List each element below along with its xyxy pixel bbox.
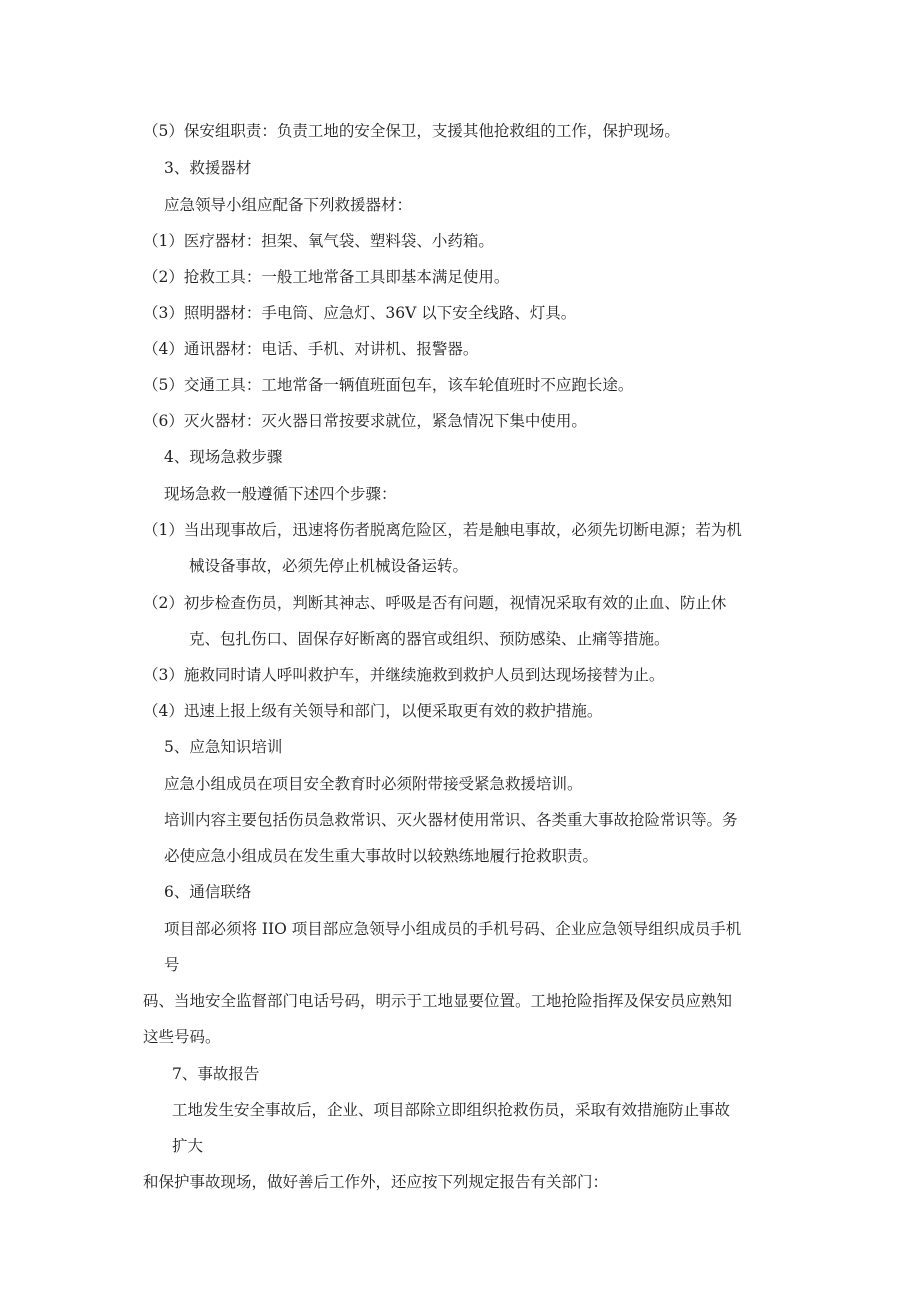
text-line: 扩大 [172, 1137, 204, 1155]
list-item: （3）照明器材：手电筒、应急灯、36V 以下安全线路、灯具。 [143, 304, 577, 322]
list-item: （1）当出现事故后，迅速将伤者脱离危险区，若是触电事故，必须先切断电源；若为机 [143, 521, 742, 539]
text-line: 应急领导小组应配备下列救援器材： [164, 196, 413, 214]
text-line: （5）保安组职责：负责工地的安全保卫，支援其他抢救组的工作，保护现场。 [143, 122, 680, 140]
section-heading: 6、通信联络 [164, 883, 252, 901]
section-heading: 5、应急知识培训 [164, 738, 283, 756]
text-line: 工地发生安全事故后，企业、项目部除立即组织抢救伤员，采取有效措施防止事故 [172, 1101, 731, 1119]
text-line: 必使应急小组成员在发生重大事故时以较熟练地履行抢救职责。 [164, 847, 599, 865]
list-item: （1）医疗器材：担架、氧气袋、塑料袋、小药箱。 [143, 232, 494, 250]
section-heading: 7、事故报告 [172, 1065, 260, 1083]
list-item: （4）通讯器材：电话、手机、对讲机、报警器。 [143, 340, 479, 358]
list-item: （5）交通工具：工地常备一辆值班面包车，该车轮值班时不应跑长途。 [143, 376, 634, 394]
list-item: （6）灭火器材：灭火器日常按要求就位，紧急情况下集中使用。 [143, 412, 587, 430]
list-item: （4）迅速上报上级有关领导和部门，以便采取更有效的救护措施。 [143, 702, 603, 720]
list-item-continuation: 械设备事故，必须先停止机械设备运转。 [189, 557, 469, 575]
text-line: 这些号码。 [143, 1028, 221, 1046]
text-line: 应急小组成员在项目安全教育时必须附带接受紧急救援培训。 [164, 775, 583, 793]
list-item-continuation: 克、包扎伤口、固保存好断离的器官或组织、预防感染、止痛等措施。 [189, 630, 670, 648]
list-item: （2）初步检查伤员，判断其神志、呼吸是否有问题，视情况采取有效的止血、防止休 [143, 594, 727, 612]
text-line: 现场急救一般遵循下述四个步骤： [164, 485, 397, 503]
text-line: 培训内容主要包括伤员急救常识、灭火器材使用常识、各类重大事故抢险常识等。务 [164, 811, 738, 829]
text-line: 码、当地安全监督部门电话号码，明示于工地显要位置。工地抢险指挥及保安员应熟知 [143, 992, 733, 1010]
text-line: 号 [164, 956, 180, 974]
list-item: （3）施救同时请人呼叫救护车，并继续施救到救护人员到达现场接替为止。 [143, 666, 665, 684]
section-heading: 4、现场急救步骤 [164, 448, 283, 466]
section-heading: 3、救援器材 [164, 159, 252, 177]
text-line: 项目部必须将 IIO 项目部应急领导小组成员的手机号码、企业应急领导组织成员手机 [164, 920, 742, 938]
text-line: 和保护事故现场，做好善后工作外，还应按下列规定报告有关部门： [143, 1173, 609, 1191]
list-item: （2）抢救工具：一般工地常备工具即基本满足使用。 [143, 268, 510, 286]
